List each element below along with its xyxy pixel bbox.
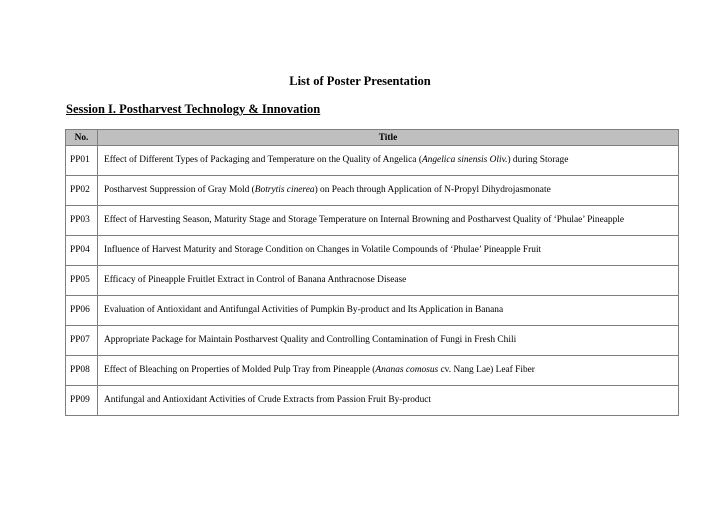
poster-table xyxy=(65,129,679,416)
title-segment: cv. Nang Lae) Leaf Fiber xyxy=(438,365,535,375)
row-number: PP05 xyxy=(66,266,98,296)
title-segment: Appropriate Package for Maintain Postharvest Quality and Controlling Contamination of Fungi in Fresh Chili xyxy=(104,335,517,345)
row-number: PP04 xyxy=(66,236,98,266)
title-segment: Influence of Harvest Maturity and Storage Condition on Changes in Volatile Compounds of ‘Phulae’ Pineapple Fruit xyxy=(104,245,542,255)
header-title: Title xyxy=(98,130,679,146)
row-number: PP09 xyxy=(66,386,98,416)
table-row xyxy=(66,296,679,326)
title-italic-segment: Botrytis cinerea xyxy=(254,185,315,195)
page-title: List of Poster Presentation xyxy=(289,74,431,88)
title-segment: Evaluation of Antioxidant and Antifungal Activities of Pumpkin By-product and Its Application in Banana xyxy=(104,305,504,315)
row-title xyxy=(98,356,679,386)
table-row xyxy=(66,386,679,416)
row-title xyxy=(98,176,679,206)
table-row xyxy=(66,236,679,266)
session-title: Session I. Postharvest Technology & Innovation xyxy=(66,102,321,116)
row-number: PP07 xyxy=(66,326,98,356)
row-title xyxy=(98,386,679,416)
title-segment: Effect of Bleaching on Properties of Molded Pulp Tray from Pineapple ( xyxy=(104,365,376,375)
row-title xyxy=(98,206,679,236)
table-row xyxy=(66,206,679,236)
title-segment: ) during Storage xyxy=(507,155,569,165)
row-title xyxy=(98,146,679,176)
row-number: PP08 xyxy=(66,356,98,386)
table-row xyxy=(66,326,679,356)
title-segment: ) on Peach through Application of N-Propyl Dihydrojasmonate xyxy=(314,185,551,195)
row-number: PP01 xyxy=(66,146,98,176)
table-row xyxy=(66,146,679,176)
table-row xyxy=(66,176,679,206)
title-italic-segment: Ananas comosus xyxy=(375,365,439,375)
row-title xyxy=(98,266,679,296)
title-segment: Efficacy of Pineapple Fruitlet Extract in Control of Banana Anthracnose Disease xyxy=(104,275,407,285)
table-body xyxy=(66,146,679,416)
header-no: No. xyxy=(66,130,98,146)
row-number: PP02 xyxy=(66,176,98,206)
title-segment: Effect of Harvesting Season, Maturity Stage and Storage Temperature on Internal Browning and Postharvest Quality of ‘Phulae’ Pineapple xyxy=(104,215,625,225)
title-segment: Antifungal and Antioxidant Activities of Crude Extracts from Passion Fruit By-product xyxy=(104,395,432,405)
row-number: PP06 xyxy=(66,296,98,326)
title-segment: Postharvest Suppression of Gray Mold ( xyxy=(104,185,255,195)
title-italic-segment: Angelica sinensis Oliv. xyxy=(421,155,508,165)
row-number: PP03 xyxy=(66,206,98,236)
title-segment: Effect of Different Types of Packaging and Temperature on the Quality of Angelica ( xyxy=(104,155,422,165)
row-title xyxy=(98,236,679,266)
table-row xyxy=(66,356,679,386)
row-title xyxy=(98,296,679,326)
table-row xyxy=(66,266,679,296)
table-header-row xyxy=(66,130,679,146)
row-title xyxy=(98,326,679,356)
